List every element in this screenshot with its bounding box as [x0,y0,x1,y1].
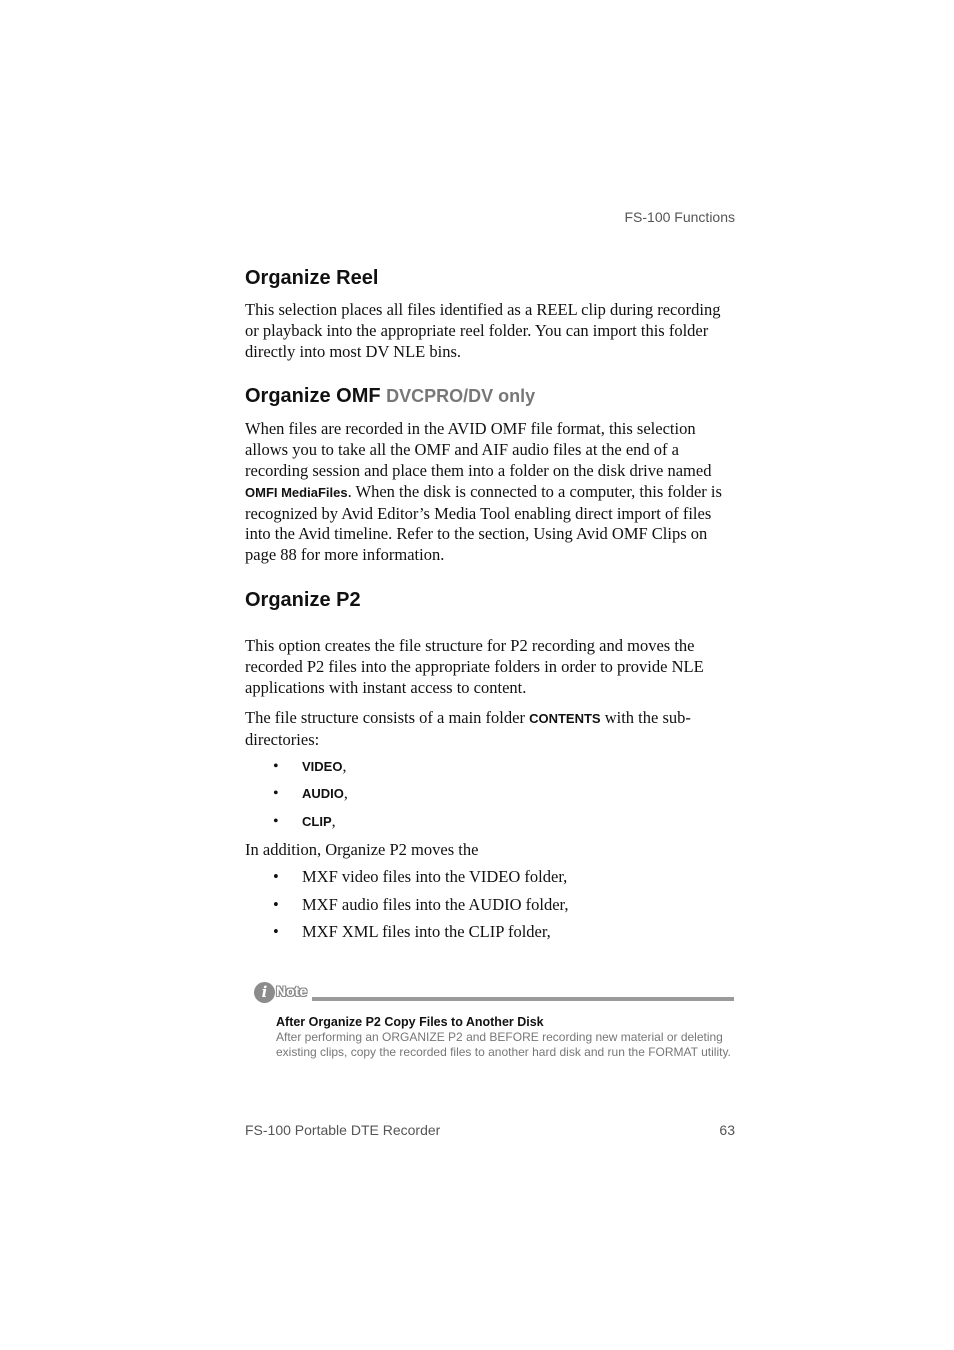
section-title: Organize Reel [245,267,379,289]
structure-part1: The file structure consists of a main folder [245,708,525,728]
section-body: This selection places all files identified as a REEL clip during recording or playback into the appropriate reel folder. You can import this folder directly into most DV NLE bins. [245,300,721,361]
section-body [245,419,737,566]
section-title [245,382,737,410]
main-folder-name: CONTENTS [529,711,601,727]
list-item-text: MXF video files into the VIDEO folder, [302,867,568,887]
list-item [245,812,737,840]
section-title-text: Organize OMF [245,385,381,408]
subdir-suffix: , [342,757,347,775]
body-part1: When files are recorded in the AVID OMF file format, this selection allows you to take all the OMF and AIF audio files at the end of a recording session and place them into a folder on the disk drive named [245,419,712,480]
structure-part2: with the sub-directories: [245,708,691,750]
section-organize-reel [245,264,737,362]
subdir-name: AUDIO [302,786,344,802]
running-header: FS-100 Functions [624,209,735,225]
section-subtitle: DVCPRO/DV only [386,386,536,407]
note-text: After performing an ORGANIZE P2 and BEFORE recording new material or deleting existing clips, copy the recorded files to another hard disk and run the FORMAT utility. [276,1030,731,1059]
list-item [245,867,737,895]
moves-list [245,867,737,950]
list-item [245,784,737,812]
folder-name: OMFI MediaFiles [245,484,348,500]
bullet: • [273,757,279,775]
subdir-name: CLIP [302,813,332,829]
info-icon: i [254,982,275,1003]
main-content [245,264,737,950]
bullet: • [273,812,279,830]
bullet: • [273,922,279,942]
list-item-text: MXF audio files into the AUDIO folder, [302,894,569,914]
list-item [245,757,737,785]
note-title: After Organize P2 Copy Files to Another Disk [276,1015,544,1029]
note-body [276,1014,734,1059]
page-number: 63 [719,1122,735,1138]
note-label: Note [276,983,308,999]
note-divider [312,997,734,1001]
subdir-suffix: , [331,812,336,830]
list-item [245,895,737,923]
section-title: Organize P2 [245,588,361,611]
subdir-name: VIDEO [302,758,343,774]
list-item-text: MXF XML files into the CLIP folder, [302,922,551,942]
note-header [254,982,734,1006]
body-part2: . When the disk is connected to a computer, this folder is recognized by Avid Editor’s Media Tool enabling direct import of files into the Avid timeline. Refer to the section, Using Avid OMF Clips on page 88 for more information. [245,481,722,565]
section-organize-p2 [245,586,737,950]
footer-product: FS-100 Portable DTE Recorder [245,1122,441,1138]
bullet: • [273,867,279,887]
file-structure-text [245,708,737,751]
section-organize-omf [245,382,737,566]
subdir-suffix: , [343,785,348,803]
subdirectory-list [245,757,737,840]
list-item [245,922,737,950]
note-box [254,982,734,1059]
bullet: • [273,894,279,914]
addition-text: In addition, Organize P2 moves the [245,840,479,860]
bullet: • [273,785,279,803]
section-intro: This option creates the file structure for P2 recording and moves the recorded P2 files into the appropriate folders in order to provide NLE applications with instant access to content. [245,635,704,697]
